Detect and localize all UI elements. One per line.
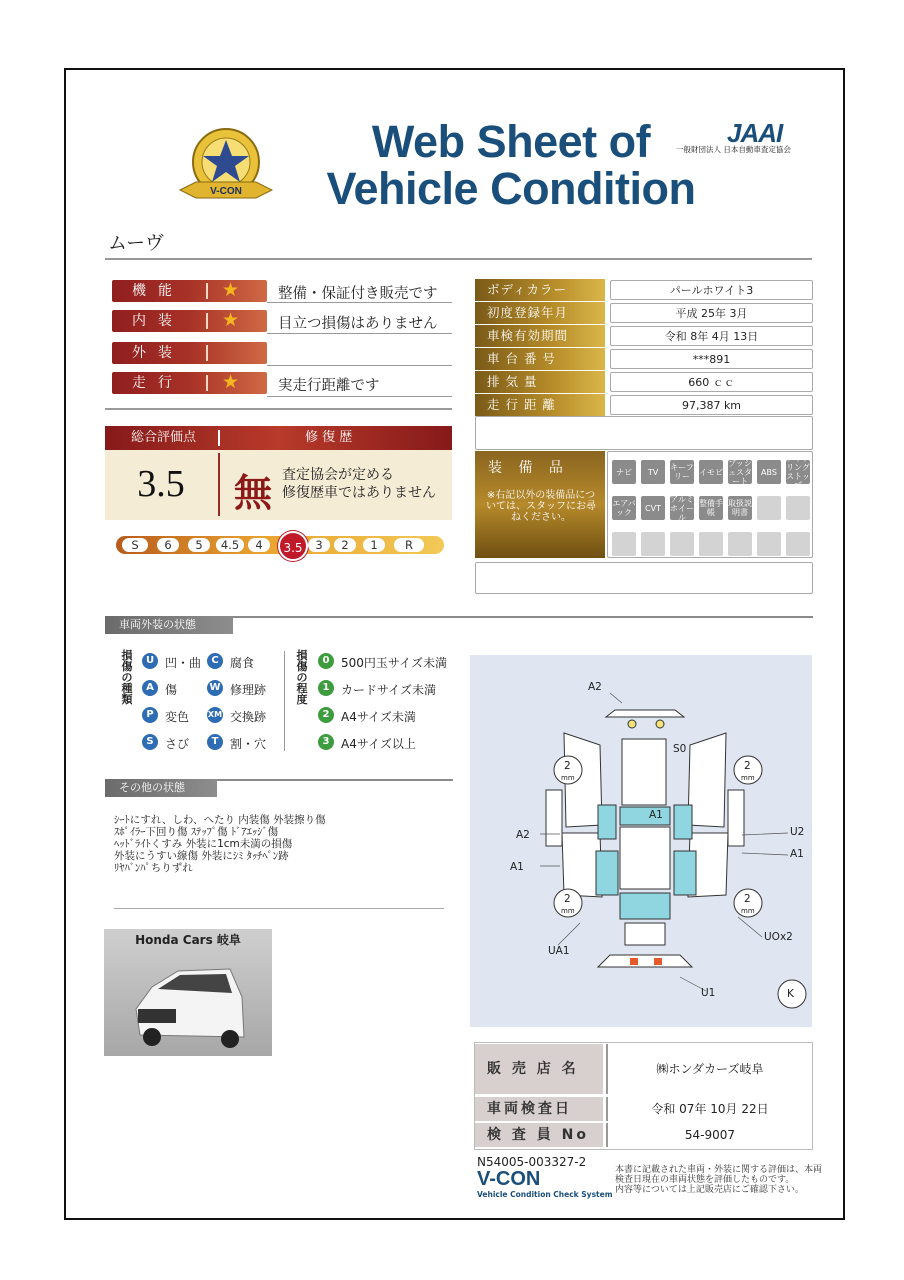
equipment-chip [786, 496, 810, 520]
section-header-exterior: 車両外装の状態 [105, 616, 233, 634]
score-header-right: 修 復 歴 [305, 430, 353, 445]
repair-mark: 無 [234, 473, 273, 515]
divider [267, 396, 452, 397]
spec-value: 660 ｃｃ [610, 372, 813, 392]
vehicle-model: ムーヴ [108, 232, 165, 254]
equipment-chip [699, 532, 723, 556]
scale-item: S [122, 538, 148, 552]
photo-caption: Honda Cars 岐阜 [135, 933, 241, 947]
equipment-chip [641, 532, 665, 556]
evaluation-tag [112, 342, 267, 364]
scale-item: 2 [334, 538, 356, 552]
divider [218, 430, 220, 446]
damage-type-text: 腐食 [230, 656, 255, 670]
evaluation-label: 内装 [132, 313, 184, 329]
damage-type-text: 交換跡 [230, 710, 267, 724]
damage-type-code: C [207, 653, 223, 669]
damage-degree-code: 0 [318, 653, 334, 669]
other-conditions: ｼｰﾄにすれ、しわ、へたり 内装傷 外装擦り傷 ｽﾎﾟｲﾗｰ下回り傷 ｽﾃｯﾌﾟ傷 ﾄﾞｱｴｯｼﾞ傷 ﾍｯﾄﾞﾗｲﾄくすみ 外装に1cm未満の損傷 外装にうすい線傷 外装にｼﾐ ﾀｯﾁﾍﾟﾝ跡 ﾘﾔﾊﾞﾝﾊﾟちりずれ [114, 814, 326, 874]
equipment-chip: プッシュスタート [728, 458, 752, 486]
equipment-chip: キーフリー [670, 460, 694, 484]
evaluation-label: 走行 [132, 375, 184, 391]
evaluation-row [112, 342, 267, 364]
diagram-label: A2 [588, 681, 602, 693]
scale-item: R [394, 538, 424, 552]
vcon-logo: V-CON [477, 1168, 541, 1190]
diagram-label: A1 [790, 848, 804, 860]
equipment-chip: 整備手帳 [699, 496, 723, 520]
equipment-chip [757, 496, 781, 520]
inspector-label: 検 査 員 No [475, 1123, 603, 1147]
divider [206, 283, 208, 299]
repair-line-1: 査定協会が定める [282, 467, 394, 483]
badge-text: V-CON [210, 186, 242, 197]
tire-mark: 2 [744, 893, 751, 905]
damage-type-code: T [207, 734, 223, 750]
damage-degree-text: カードサイズ未満 [341, 683, 437, 697]
jaai-logo: JAAI [727, 118, 783, 148]
tire-unit: mm [741, 774, 755, 782]
car-layout-diagram [470, 655, 812, 1027]
overall-score: 3.5 [137, 463, 185, 505]
section-header-other: その他の状態 [105, 779, 217, 797]
evaluation-tag [112, 372, 267, 394]
equipment-chip: ナビ [612, 460, 636, 484]
diagram-label: UOx2 [764, 931, 793, 943]
tire-unit: mm [741, 907, 755, 915]
diagram-label: UA1 [548, 945, 570, 957]
divider [206, 313, 208, 329]
damage-type-code: U [142, 653, 158, 669]
evaluation-text: 実走行距離です [278, 378, 380, 394]
page-title [276, 118, 746, 212]
inspector-value: 54-9007 [606, 1123, 812, 1147]
damage-degree-text: A4サイズ以上 [341, 737, 416, 751]
equipment-chip: CVT [641, 496, 665, 520]
scale-item: 4 [248, 538, 270, 552]
blank-box [475, 562, 813, 594]
evaluation-text: 目立つ損傷はありません [278, 316, 438, 332]
divider [105, 258, 812, 260]
damage-type-label: 損傷の種類 [121, 649, 133, 706]
equipment-chip: イモビ [699, 460, 723, 484]
scale-item: 3 [308, 538, 330, 552]
org-name: 一般財団法人 日本自動車査定協会 [676, 145, 791, 154]
spec-value: 平成 25年 3月 [610, 303, 813, 323]
divider [233, 616, 813, 618]
damage-type-text: さび [165, 737, 190, 751]
spec-value: ***891 [610, 349, 813, 369]
car-photo-icon [118, 957, 258, 1052]
equipment-chip: アイドリングストップ [786, 454, 810, 490]
diagram-label: K [787, 988, 794, 1000]
evaluation-tag [112, 310, 267, 332]
equipment-chip: TV [641, 460, 665, 484]
evaluation-tag [112, 280, 267, 302]
divider [284, 651, 285, 751]
damage-type-code: A [142, 680, 158, 696]
evaluation-row [112, 372, 267, 394]
vcon-badge-icon [176, 124, 276, 210]
scale-item: 4.5 [216, 538, 244, 552]
equipment-chip: 取扱説明書 [728, 496, 752, 520]
spec-value: パールホワイト3 [610, 280, 813, 300]
diagram-label: A1 [510, 861, 524, 873]
spec-value: 97,387 km [610, 395, 813, 415]
divider [267, 302, 452, 303]
sheet-number: N54005-003327-2 [477, 1155, 587, 1169]
equipment-chip [786, 532, 810, 556]
diagram-label: S0 [673, 743, 687, 755]
damage-type-code: XM [207, 707, 223, 723]
diagram-label: U1 [701, 987, 716, 999]
equipment-chip [757, 532, 781, 556]
evaluation-text: 整備・保証付き販売です [278, 286, 438, 302]
diagram-label: A2 [516, 829, 530, 841]
spec-label: 車 台 番 号 [475, 348, 605, 370]
equipment-chip: ABS [757, 460, 781, 484]
tire-mark: 2 [744, 760, 751, 772]
shop-name-label: 販 売 店 名 [475, 1044, 603, 1094]
evaluation-row [112, 280, 267, 302]
divider [267, 333, 452, 334]
spec-value: 令和 8年 4月 13日 [610, 326, 813, 346]
damage-type-code: W [207, 680, 223, 696]
equipment-note: ※右記以外の装備品については、スタッフにお尋ねください。 [486, 490, 596, 523]
tire-unit: mm [561, 774, 575, 782]
damage-type-text: 変色 [165, 710, 190, 724]
spec-label: 走 行 距 離 [475, 394, 605, 416]
tire-mark: 2 [564, 760, 571, 772]
equipment-title: 装 備 品 [488, 460, 569, 476]
equipment-chip [728, 532, 752, 556]
vehicle-photo [104, 929, 272, 1056]
equipment-chip [612, 532, 636, 556]
damage-degree-label: 損傷の程度 [296, 649, 308, 706]
damage-diagram [470, 655, 812, 1027]
title-line-2: Vehicle Condition [326, 163, 696, 214]
scale-item-selected: 3.5 [278, 531, 308, 561]
equipment-chip: アルミホイール [670, 494, 694, 522]
spec-label: 排 気 量 [475, 371, 605, 393]
divider [105, 408, 452, 410]
inspection-date-label: 車両検査日 [475, 1097, 603, 1121]
title-line-1: Web Sheet of [371, 116, 651, 167]
damage-degree-code: 2 [318, 707, 334, 723]
footer-note: 本書に記載された車両・外装に関する評価は、本両 検査日現在の車両状態を評価したものです。 内容等については上記販売店にご確認下さい。 [615, 1165, 823, 1195]
evaluation-row [112, 310, 267, 332]
spec-label: 初度登録年月 [475, 302, 605, 324]
divider [218, 453, 220, 516]
damage-degree-code: 1 [318, 680, 334, 696]
damage-type-text: 修理跡 [230, 683, 267, 697]
damage-type-text: 凹・曲 [165, 656, 202, 670]
inspection-date-value: 令和 07年 10月 22日 [606, 1097, 812, 1121]
star-icon: ★ [222, 279, 240, 301]
diagram-label: U2 [790, 826, 805, 838]
equipment-chip [670, 532, 694, 556]
spec-label: 車検有効期間 [475, 325, 605, 347]
damage-type-code: P [142, 707, 158, 723]
spec-label: ボディカラー [475, 279, 605, 301]
blank-box [475, 416, 813, 450]
evaluation-label: 外装 [132, 345, 184, 361]
scale-item: 6 [157, 538, 179, 552]
star-icon: ★ [222, 309, 240, 331]
divider [217, 779, 453, 781]
divider [267, 365, 452, 366]
scale-item: 1 [363, 538, 385, 552]
divider [206, 375, 208, 391]
damage-type-text: 傷 [165, 683, 178, 697]
damage-degree-text: 500円玉サイズ未満 [341, 656, 447, 670]
damage-type-code: S [142, 734, 158, 750]
diagram-label: A1 [649, 809, 663, 821]
shop-name-value: ㈱ホンダカーズ岐阜 [606, 1044, 812, 1094]
evaluation-label: 機能 [132, 283, 184, 299]
damage-degree-text: A4サイズ未満 [341, 710, 416, 724]
equipment-chip: エアバック [612, 496, 636, 520]
scale-item: 5 [188, 538, 210, 552]
tire-unit: mm [561, 907, 575, 915]
divider [114, 908, 444, 909]
tire-mark: 2 [564, 893, 571, 905]
score-header-left: 総合評価点 [131, 430, 197, 445]
damage-degree-code: 3 [318, 734, 334, 750]
repair-line-2: 修復歴車ではありません [282, 485, 436, 501]
score-header [105, 426, 452, 450]
vcon-subtitle: Vehicle Condition Check System [477, 1190, 613, 1199]
star-icon: ★ [222, 371, 240, 393]
repair-text [282, 466, 436, 502]
divider [206, 345, 208, 361]
damage-type-text: 割・穴 [230, 737, 267, 751]
